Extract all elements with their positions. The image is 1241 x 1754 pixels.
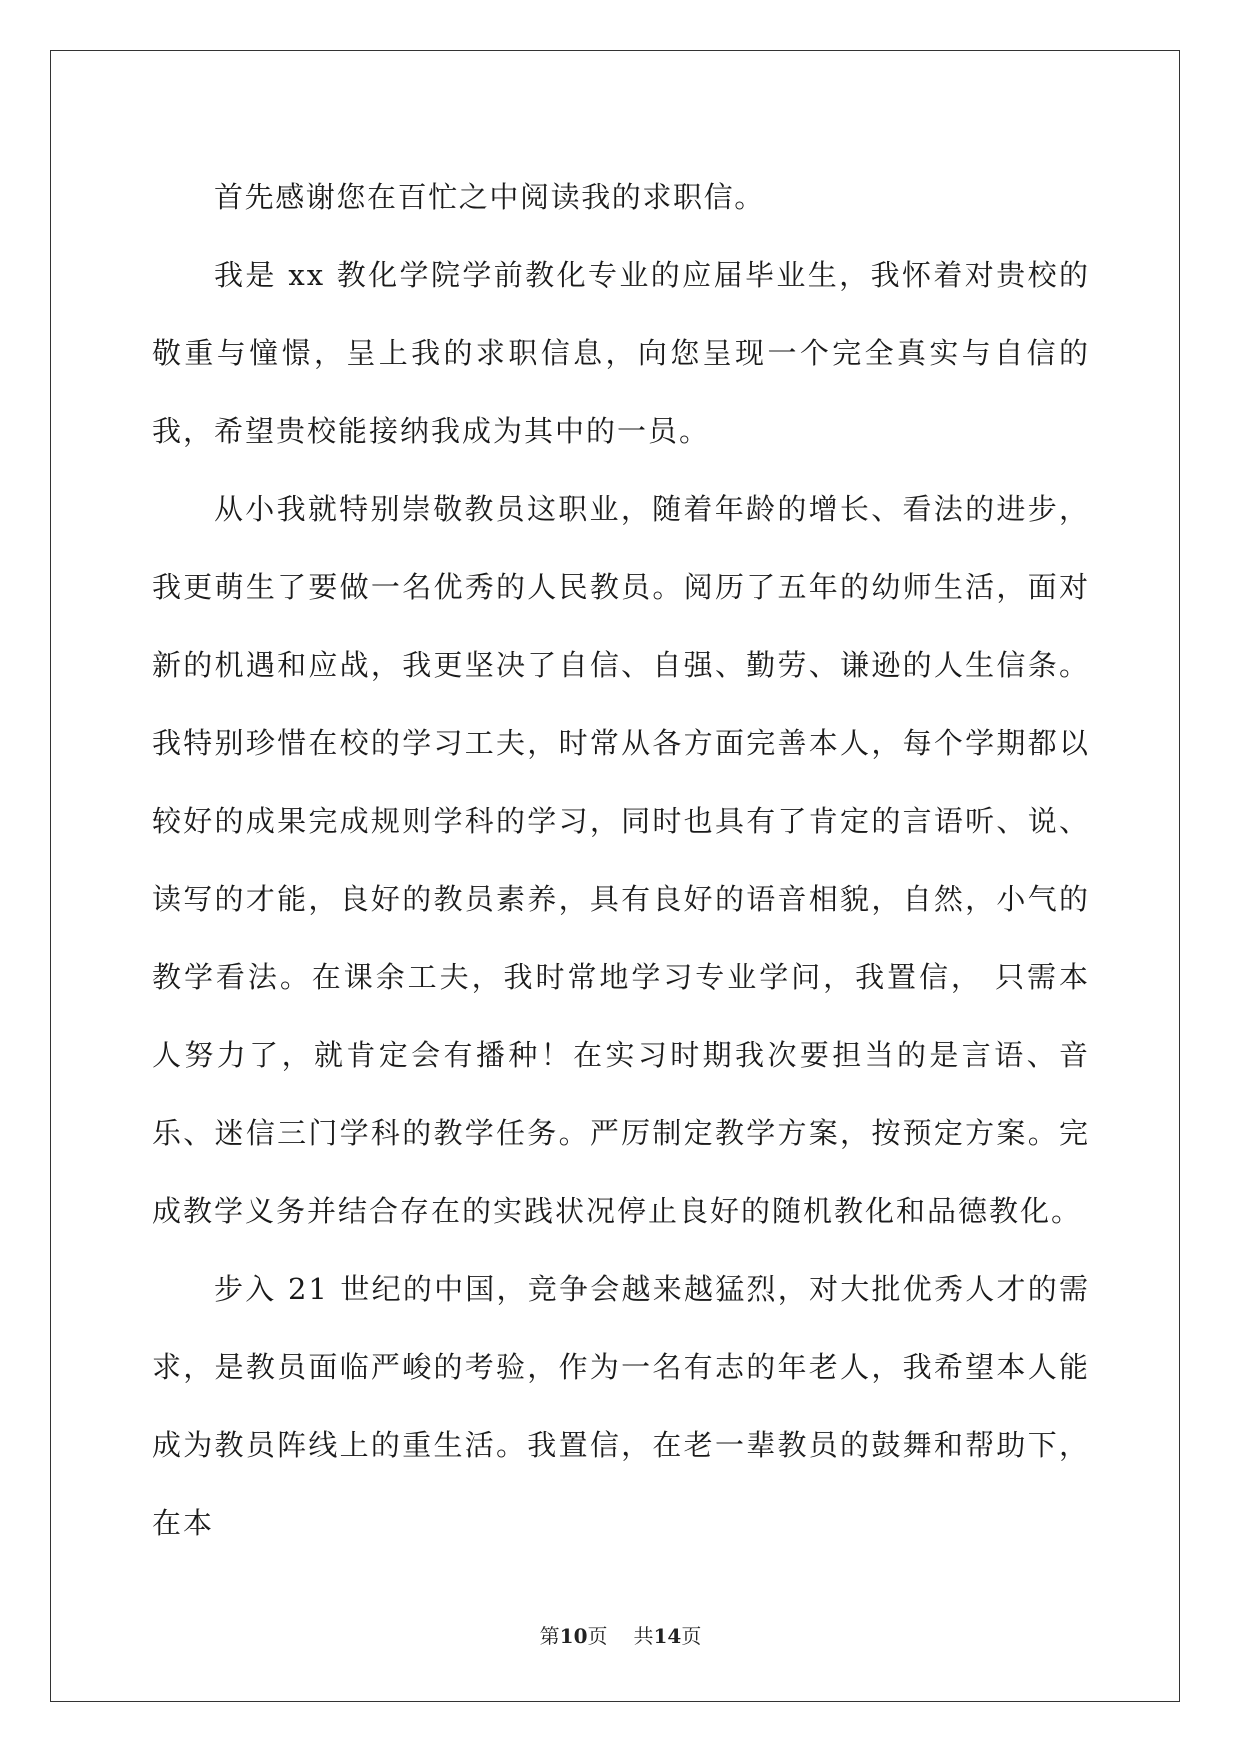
total-unit: 页 (681, 1624, 702, 1648)
page-total: 14 (653, 1624, 682, 1648)
paragraph-experience: 从小我就特别崇敬教员这职业，随着年龄的增长、看法的进步，我更萌生了要做一名优秀的人民教员。阅历了五年的幼师生活，面对新的机遇和应战，我更坚决了自信、自强、勤劳、谦逊的人生信条。我特别珍惜在校的学习工夫，时常从各方面完善本人，每个学期都以较好的成果完成规则学科的学习，同时也具有了肯定的言语听、说、读写的才能，良好的教员素养，具有良好的语音相貌，自然，小气的教学看法。在课余工夫，我时常地学习专业学问，我置信， 只需本人努力了，就肯定会有播种！在实习时期我次要担当的是言语、音乐、迷信三门学科的教学任务。严厉制定教学方案，按预定方案。完成教学义务并结合存在的实践状况停止良好的随机教化和品德教化。 (152, 492, 1090, 1228)
page-unit: 页 (587, 1624, 608, 1648)
document-body (152, 158, 1090, 1562)
total-prefix: 共 (633, 1624, 654, 1648)
page-prefix: 第 (539, 1624, 560, 1648)
paragraph-aspiration: 步入 21 世纪的中国，竞争会越来越猛烈，对大批优秀人才的需求，是教员面临严峻的考验，作为一名有志的年老人，我希望本人能成为教员阵线上的重生活。我置信，在老一辈教员的鼓舞和帮助下，在本 (152, 1272, 1090, 1540)
paragraph-greeting: 首先感谢您在百忙之中阅读我的求职信。 (214, 180, 765, 214)
page-current: 10 (559, 1624, 588, 1648)
paragraph-introduction: 我是 xx 教化学院学前教化专业的应届毕业生，我怀着对贵校的敬重与憧憬，呈上我的求职信息，向您呈现一个完全真实与自信的我，希望贵校能接纳我成为其中的一员。 (152, 258, 1090, 448)
page-footer (0, 1620, 1241, 1649)
